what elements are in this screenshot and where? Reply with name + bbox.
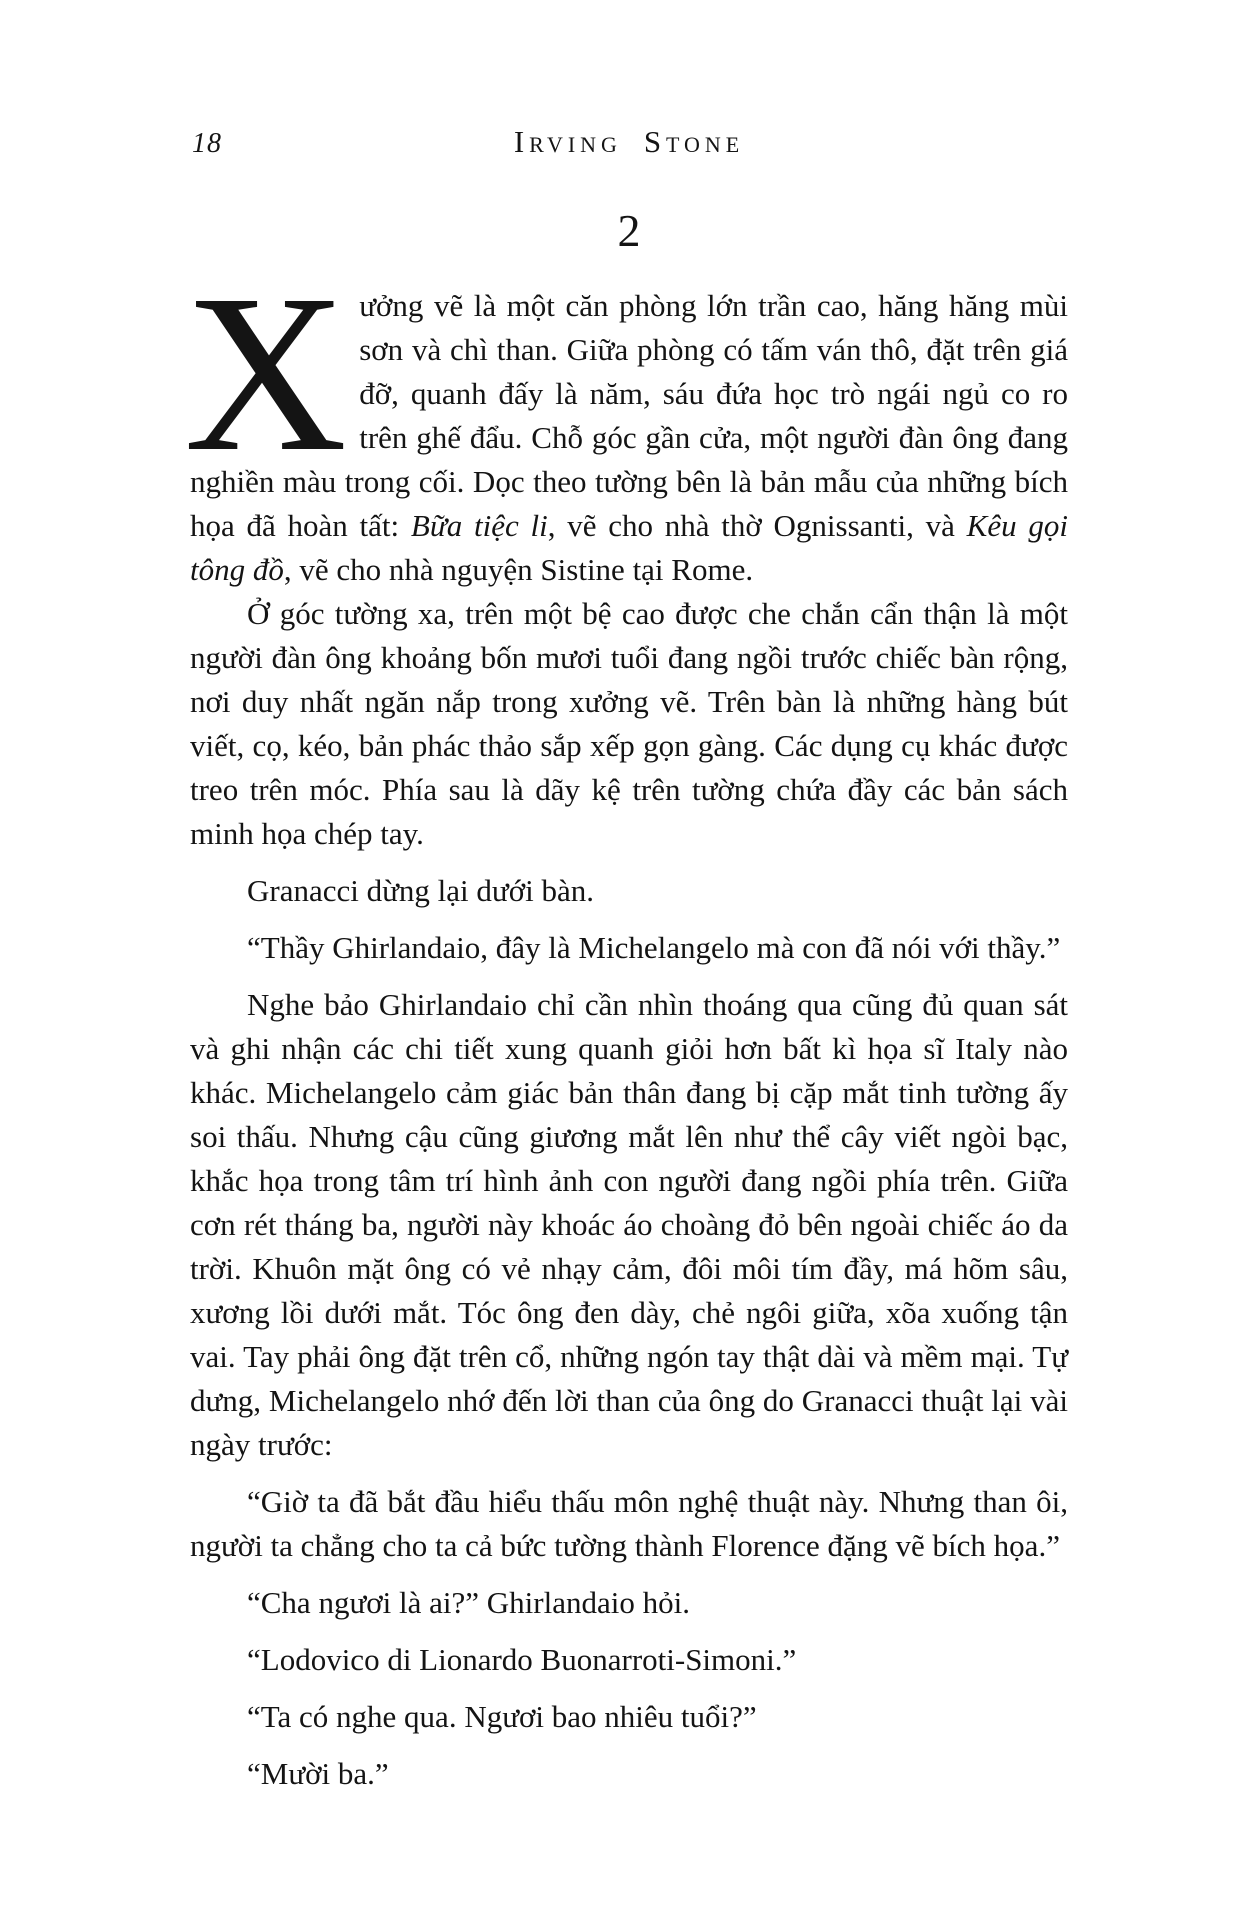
paragraph-text: , vẽ cho nhà thờ Ognissanti, và <box>547 508 967 543</box>
paragraph: Granacci dừng lại dưới bàn. <box>247 873 594 908</box>
paragraph-text: ưởng vẽ là một căn phòng lớn trần cao, hăng hăng mùi sơn và chì than. Giữa phòng có tấm ván thô, đặt trên giá đỡ, quanh đấy là năm, sáu đứa học trò ngái ngủ co ro trên ghế đẩu. Chỗ góc gần cửa, một người đàn ông đang nghiền màu trong cối. Dọc theo tường bên là bản mẫu của những bích họa đã hoàn tất: <box>190 288 1068 543</box>
body-text <box>184 248 1068 1796</box>
dialogue-line: “Giờ ta đã bắt đầu hiểu thấu môn nghệ thuật này. Nhưng than ôi, người ta chẳng cho ta cả bức tường thành Florence đặng vẽ bích họa.” <box>190 1484 1068 1563</box>
drop-cap-letter: X <box>184 248 348 498</box>
artwork-title-italic: Bữa tiệc li <box>410 508 548 543</box>
paragraph-opening <box>184 248 1068 592</box>
dialogue-line: “Lodovico di Lionardo Buonarroti-Simoni.” <box>247 1642 797 1677</box>
running-header-title: Irving Stone <box>513 124 745 159</box>
artwork-title-italic: Kêu gọi tông đồ <box>190 508 1068 587</box>
paragraph-text: , vẽ cho nhà nguyện Sistine tại Rome. <box>283 552 754 587</box>
dialogue-line: “Mười ba.” <box>247 1756 389 1791</box>
paragraph: Ở góc tường xa, trên một bệ cao được che chắn cẩn thận là một người đàn ông khoảng bốn mươi tuổi đang ngồi trước chiếc bàn rộng, nơi duy nhất ngăn nắp trong xưởng vẽ. Trên bàn là những hàng bút viết, cọ, kéo, bản phác thảo sắp xếp gọn gàng. Các dụng cụ khác được treo trên móc. Phía sau là dãy kệ trên tường chứa đầy các bản sách minh họa chép tay. <box>190 596 1068 851</box>
page-number: 18 <box>192 128 222 159</box>
dialogue-line: “Cha ngươi là ai?” Ghirlandaio hỏi. <box>247 1585 690 1620</box>
running-header <box>190 124 1068 164</box>
dialogue-line: “Thầy Ghirlandaio, đây là Michelangelo mà con đã nói với thầy.” <box>247 930 1061 965</box>
dialogue-line: “Ta có nghe qua. Ngươi bao nhiêu tuổi?” <box>247 1699 757 1734</box>
paragraph: Nghe bảo Ghirlandaio chỉ cần nhìn thoáng qua cũng đủ quan sát và ghi nhận các chi tiết xung quanh giỏi hơn bất kì họa sĩ Italy nào khác. Michelangelo cảm giác bản thân đang bị cặp mắt tinh tường ấy soi thấu. Nhưng cậu cũng giương mắt lên như thể cây viết ngòi bạc, khắc họa trong tâm trí hình ảnh con người đang ngồi phía trên. Giữa cơn rét tháng ba, người này khoác áo choàng đỏ bên ngoài chiếc áo da trời. Khuôn mặt ông có vẻ nhạy cảm, đôi môi tím đầy, má hõm sâu, xương lồi dưới mắt. Tóc ông đen dày, chẻ ngôi giữa, xõa xuống tận vai. Tay phải ông đặt trên cổ, những ngón tay thật dài và mềm mại. Tự dưng, Michelangelo nhớ đến lời than của ông do Granacci thuật lại vài ngày trước: <box>190 987 1068 1462</box>
chapter-number: 2 <box>617 205 641 256</box>
